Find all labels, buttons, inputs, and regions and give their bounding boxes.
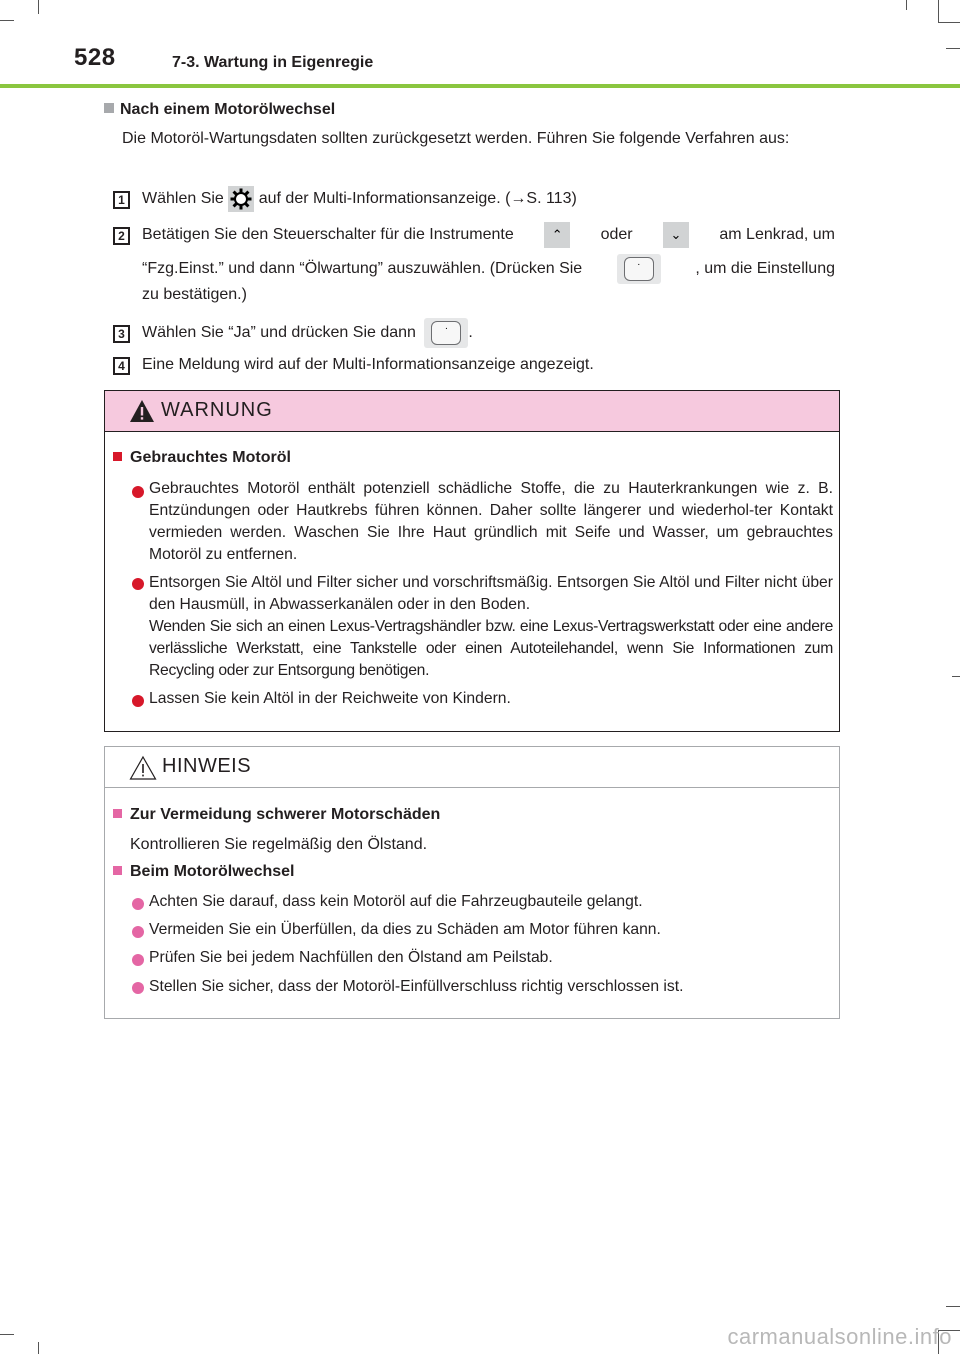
- crop-mark: [946, 1306, 960, 1307]
- crop-mark: [952, 676, 960, 677]
- section-heading-text: Nach einem Motorölwechsel: [120, 101, 336, 118]
- step-2-line-1: [142, 222, 835, 248]
- crop-mark: [38, 1342, 39, 1354]
- warning-header: [105, 391, 839, 432]
- bullet-icon: [132, 982, 144, 994]
- warning-subheading-text: Gebrauchtes Motoröl: [130, 449, 291, 466]
- warning-bullet-1: Gebrauchtes Motoröl enthält potenziell schädliche Stoffe, die zu Hauterkrankungen wie z. B. Entzündungen oder Hautkrebs führen können. Daher sollte längerer und wiederhol-ter Kontakt vermieden werden. Waschen Sie Ihre Haut gründlich mit Seife und Wasser, um gebrauchtes Motoröl zu entfernen.: [149, 480, 833, 563]
- step-2-line-2: [142, 254, 835, 284]
- ok-button-icon: [617, 254, 661, 284]
- section-title: 7-3. Wartung in Eigenregie: [172, 54, 374, 71]
- notice-box: [104, 746, 840, 1019]
- step-1-text: Wählen Sie: [142, 190, 224, 208]
- warning-bullet-3: Lassen Sie kein Altöl in der Reichweite von Kindern.: [149, 690, 511, 707]
- notice-subheading-1: [113, 806, 440, 824]
- page-number: 528: [74, 44, 116, 71]
- step-3: [142, 318, 842, 348]
- notice-bullet-2: Vermeiden Sie ein Überfüllen, da dies zu Schäden am Motor führen kann.: [149, 921, 661, 938]
- step-3-text-after: .: [468, 324, 473, 342]
- step-number-4: 4: [113, 357, 130, 375]
- section-heading: [104, 101, 335, 119]
- ok-button-dot: ·: [624, 257, 654, 281]
- pink-square-icon: [113, 809, 122, 818]
- header-rule: [0, 84, 960, 88]
- warning-bullet-2-continued: Wenden Sie sich an einen Lexus-Vertragshändler bzw. eine Lexus-Vertragswerkstatt oder eine andere verlässliche Werkstatt, eine Tankstelle oder einen Autoteilehandel, wenn Sie Informationen zum Recycling oder zur Entsorgung benötigen.: [149, 618, 833, 679]
- step-2-text-1: Betätigen Sie den Steuerschalter für die Instrumente: [142, 226, 514, 243]
- bullet-icon: [132, 926, 144, 938]
- notice-bullet-1: Achten Sie darauf, dass kein Motoröl auf die Fahrzeugbauteile gelangt.: [149, 893, 643, 910]
- step-2-text-4: “Fzg.Einst.” und dann “Ölwartung” auszuwählen. (Drücken Sie: [142, 260, 583, 277]
- crop-mark: [0, 1334, 14, 1335]
- bullet-icon: [132, 695, 144, 707]
- notice-title: HINWEIS: [162, 755, 252, 777]
- step-4-text: Eine Meldung wird auf der Multi-Informationsanzeige angezeigt.: [142, 356, 594, 373]
- bullet-icon: [132, 486, 144, 498]
- watermark: carmanualsonline.info: [727, 1324, 952, 1349]
- step-number-1: 1: [113, 191, 130, 209]
- crop-mark: [906, 0, 907, 10]
- crop-mark: [0, 20, 14, 21]
- step-3-text: Wählen Sie “Ja” und drücken Sie dann: [142, 324, 416, 342]
- notice-triangle-icon: [129, 755, 157, 781]
- warning-triangle-icon: [129, 399, 155, 423]
- step-number-3: 3: [113, 325, 130, 343]
- step-1: [142, 186, 842, 212]
- notice-subheading-2-text: Beim Motorölwechsel: [130, 863, 295, 880]
- bullet-icon: [132, 954, 144, 966]
- intro-paragraph: Die Motoröl-Wartungsdaten sollten zurückgesetzt werden. Führen Sie folgende Verfahren aus:: [122, 130, 790, 147]
- warning-subheading: [113, 449, 291, 467]
- notice-header: [105, 747, 839, 788]
- notice-text-1: Kontrollieren Sie regelmäßig den Ölstand.: [130, 836, 428, 853]
- ok-button-dot: ·: [431, 321, 461, 345]
- crop-mark: [938, 0, 939, 22]
- step-2-text-2: oder: [600, 226, 633, 243]
- step-2-text-5: , um die Einstellung: [695, 260, 835, 277]
- crop-mark: [38, 0, 39, 14]
- pink-square-icon: [113, 866, 122, 875]
- step-1-text-after: auf der Multi-Informationsanzeige. (→S. 113): [258, 190, 577, 208]
- warning-bullet-2: Entsorgen Sie Altöl und Filter sicher und vorschriftsmäßig. Entsorgen Sie Altöl und Filter nicht über den Hausmüll, in Abwasserkanälen oder in den Boden.: [149, 574, 833, 613]
- crop-mark: [938, 22, 960, 23]
- heading-square-icon: [104, 103, 114, 113]
- red-square-icon: [113, 452, 122, 461]
- notice-bullet-4: Stellen Sie sicher, dass der Motoröl-Einfüllverschluss richtig verschlossen ist.: [149, 978, 684, 995]
- bullet-icon: [132, 898, 144, 910]
- step-2: [142, 222, 835, 306]
- warning-title: WARNUNG: [161, 399, 273, 421]
- step-2-text-6: zu bestätigen.): [142, 286, 247, 303]
- ok-button-icon: [424, 318, 468, 348]
- notice-bullet-3: Prüfen Sie bei jedem Nachfüllen den Ölstand am Peilstab.: [149, 949, 553, 966]
- notice-subheading-2: [113, 863, 294, 881]
- step-number-2: 2: [113, 227, 130, 245]
- up-arrow-button-icon: ⌃: [544, 222, 570, 248]
- notice-subheading-1-text: Zur Vermeidung schwerer Motorschäden: [130, 806, 441, 823]
- crop-mark: [946, 48, 960, 49]
- settings-gear-icon: [228, 186, 254, 212]
- step-2-text-3: am Lenkrad, um: [719, 226, 835, 243]
- warning-box: [104, 390, 840, 732]
- bullet-icon: [132, 578, 144, 590]
- down-arrow-button-icon: ⌄: [663, 222, 689, 248]
